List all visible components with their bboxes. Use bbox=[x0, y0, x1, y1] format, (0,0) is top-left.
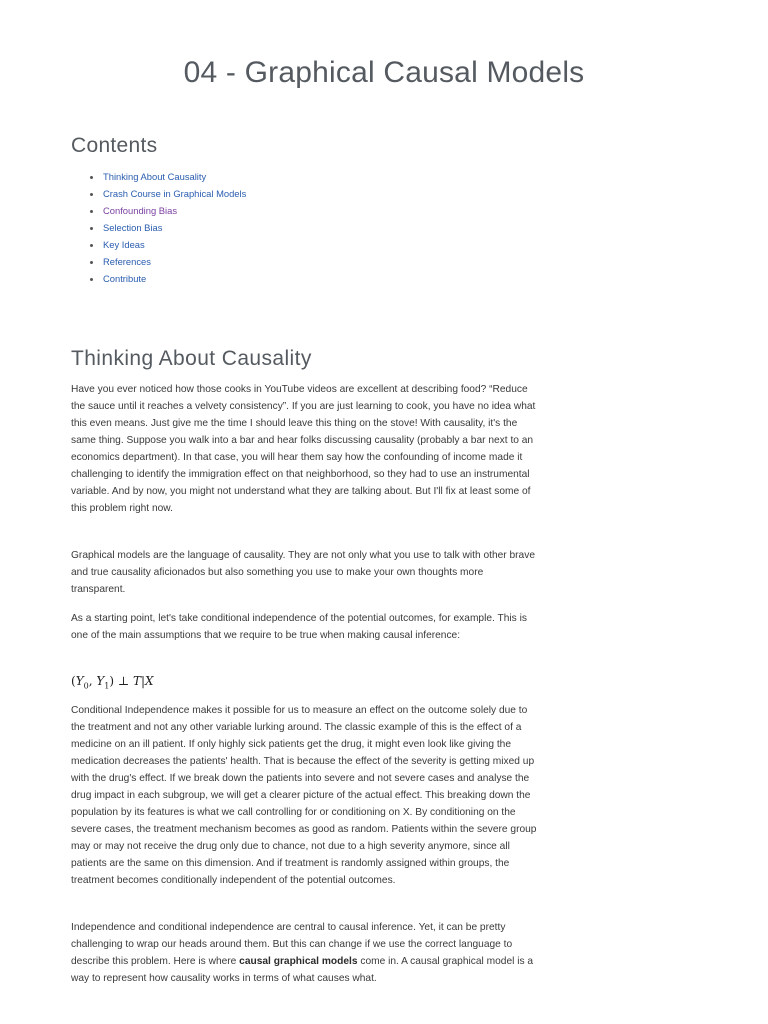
toc-link-thinking-about-causality[interactable]: Thinking About Causality bbox=[103, 171, 207, 182]
toc-link-crash-course[interactable]: Crash Course in Graphical Models bbox=[103, 188, 247, 199]
bullet-icon bbox=[90, 227, 93, 230]
toc-item bbox=[90, 270, 246, 287]
table-of-contents bbox=[90, 168, 246, 287]
math-y1-sub: 1 bbox=[104, 681, 110, 691]
bullet-icon bbox=[90, 176, 93, 179]
paragraph-starting-point: As a starting point, let's take conditional independence of the potential outcomes, for example. This is one of the main assumptions that we require to be true when making causal inference: bbox=[71, 613, 527, 641]
math-x: X bbox=[145, 674, 154, 688]
toc-link-references[interactable]: References bbox=[103, 256, 151, 267]
paragraph-graphical-models: Graphical models are the language of causality. They are not only what you use to talk with other brave and true causality aficionados but also something you use to make your own thoughts more transparent. bbox=[71, 550, 535, 595]
paragraph-conditional-independence: Conditional Independence makes it possible for us to measure an effect on the outcome solely due to the treatment and not any other variable lurking around. The classic example of this is the effect of a medicine on an ill patient. If only highly sick patients get the drug, it might even look like giving the medication decreases the patients' health. That is because the effect of the severity is getting mixed up with the drug's effect. If we break down the patients into severe and not severe cases and analyse the drug impact in each subgroup, we will get a clearer picture of the actual effect. This breaking down the population by its features is what we call controlling for or conditioning on X. By conditioning on the severe cases, the treatment mechanism becomes as good as random. Patients within the severe group may or may not receive the drug only due to chance, not due to a high severity anymore, since all patients are the same on this dimension. And if treatment is randomly assigned within groups, the treatment becomes conditionally independent of the potential outcomes. bbox=[71, 705, 537, 886]
bullet-icon bbox=[90, 210, 93, 213]
p5-text-before: Independence and conditional independence are central to causal inference. Yet, it can be pretty challenging to wrap our heads around them. But this can change if we use the correct language to describe this problem. Here is where bbox=[71, 922, 513, 967]
bullet-icon bbox=[90, 244, 93, 247]
bullet-icon bbox=[90, 261, 93, 264]
toc-link-key-ideas[interactable]: Key Ideas bbox=[103, 239, 145, 250]
toc-item bbox=[90, 219, 246, 236]
bullet-icon bbox=[90, 278, 93, 281]
math-y0-sub: 0 bbox=[83, 681, 89, 691]
section-heading: Thinking About Causality bbox=[71, 347, 312, 370]
math-bar: | bbox=[141, 674, 146, 688]
toc-item bbox=[90, 253, 246, 270]
paragraph-intro: Have you ever noticed how those cooks in YouTube videos are excellent at describing food? “Reduce the sauce until it reaches a velvety consistency”. If you are just learning to cook, you have no idea what this even means. Just give me the time I should leave this thing on the stove! With causality, it's the same thing. Suppose you walk into a bar and hear folks discussing causality (probably a bar next to an economics department). In that case, you will hear them say how the confounding of income made it challenging to identify the immigration effect on that neighborhood, so they had to use an instrumental variable. And by now, you might not understand what they are talking about. But I'll fix at least some of this problem right now. bbox=[71, 384, 536, 514]
paragraph-causal-graphical-models bbox=[71, 919, 539, 987]
conditional-independence-formula: ($Y_0$, $Y_1$) ⊥ T|X bbox=[71, 674, 154, 691]
math-y0: Y bbox=[75, 674, 84, 688]
toc-link-selection-bias[interactable]: Selection Bias bbox=[103, 222, 163, 233]
toc-item bbox=[90, 202, 246, 219]
p5-text-after: come in. A causal graphical model is a way to represent how causality works in terms of what causes what. bbox=[71, 956, 534, 984]
toc-link-confounding-bias[interactable]: Confounding Bias bbox=[103, 205, 178, 216]
toc-link-contribute[interactable]: Contribute bbox=[103, 273, 147, 284]
page-title: 04 - Graphical Causal Models bbox=[183, 56, 585, 89]
toc-item bbox=[90, 168, 246, 185]
toc-item bbox=[90, 185, 246, 202]
math-perp: ⊥ bbox=[117, 674, 130, 688]
bullet-icon bbox=[90, 193, 93, 196]
math-t: T bbox=[132, 674, 141, 688]
math-y1: Y bbox=[96, 674, 105, 688]
contents-heading: Contents bbox=[71, 134, 158, 157]
p5-bold-term: causal graphical models bbox=[239, 956, 358, 967]
toc-item bbox=[90, 236, 246, 253]
